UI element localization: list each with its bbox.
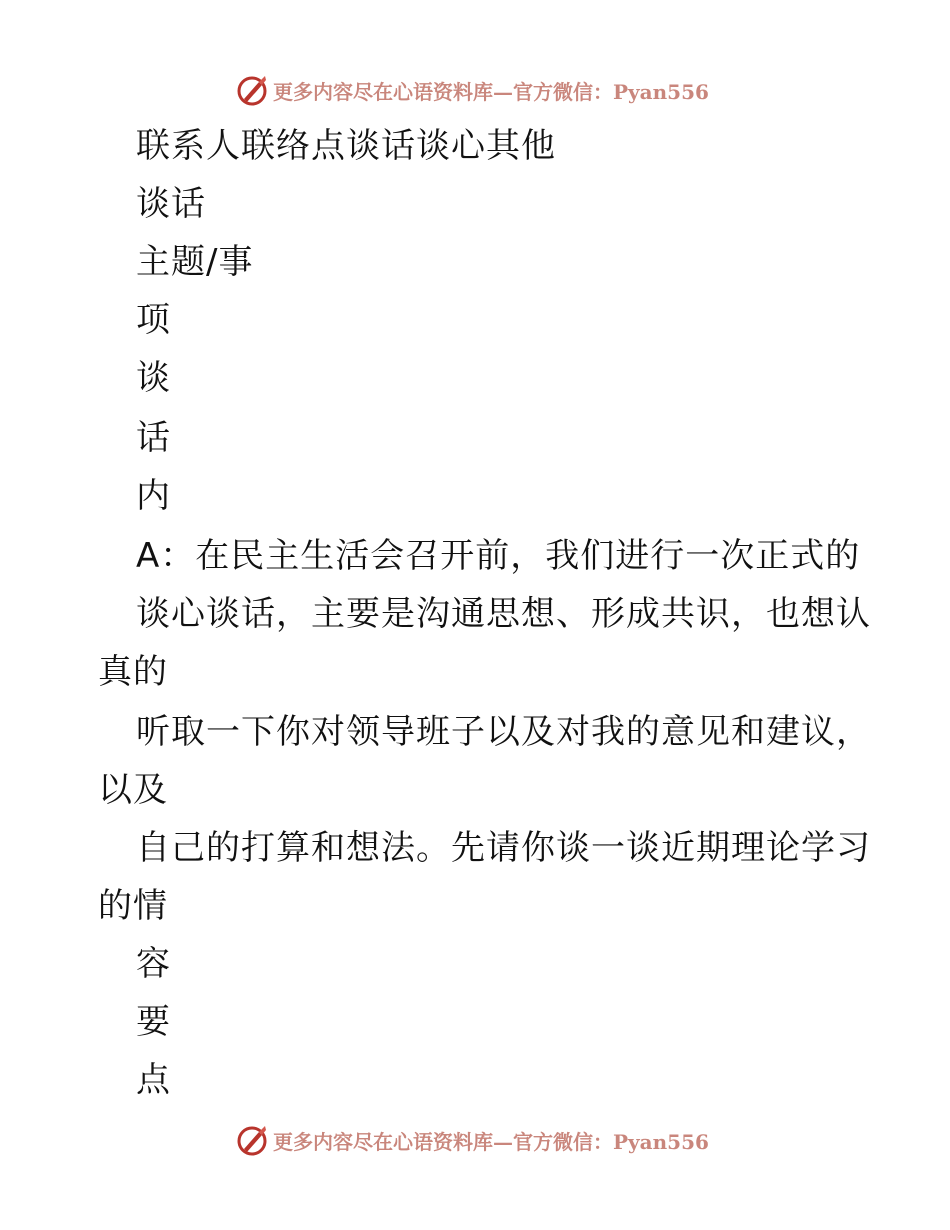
text-line: 联系人联络点谈话谈心其他 <box>136 126 556 166</box>
text-line: 要 <box>136 1002 171 1042</box>
text-line: A：在民主生活会召开前，我们进行一次正式的 <box>136 536 861 576</box>
text-line: 谈 <box>136 358 171 398</box>
quill-logo-icon <box>235 1123 269 1157</box>
text-line: 的情 <box>98 886 168 926</box>
text-line: 自己的打算和想法。先请你谈一谈近期理论学习 <box>136 828 871 868</box>
text-line: 点 <box>136 1060 171 1100</box>
text-line: 谈话 <box>136 184 206 224</box>
footer-banner-text: 更多内容尽在心语资料库—官方微信：Pyan556 <box>273 1129 709 1154</box>
text-line: 听取一下你对领导班子以及对我的意见和建议， <box>136 712 871 752</box>
text-line: 谈心谈话，主要是沟通思想、形成共识，也想认 <box>136 594 871 634</box>
text-line: 真的 <box>98 652 168 692</box>
text-line: 话 <box>136 418 171 458</box>
footer-banner <box>235 1122 709 1158</box>
text-line: 内 <box>136 476 171 516</box>
text-line: 主题/事 <box>136 242 254 282</box>
text-line: 项 <box>136 300 171 340</box>
text-line: 以及 <box>98 770 168 810</box>
text-line: 容 <box>136 944 171 984</box>
header-banner-text: 更多内容尽在心语资料库—官方微信：Pyan556 <box>273 79 709 104</box>
